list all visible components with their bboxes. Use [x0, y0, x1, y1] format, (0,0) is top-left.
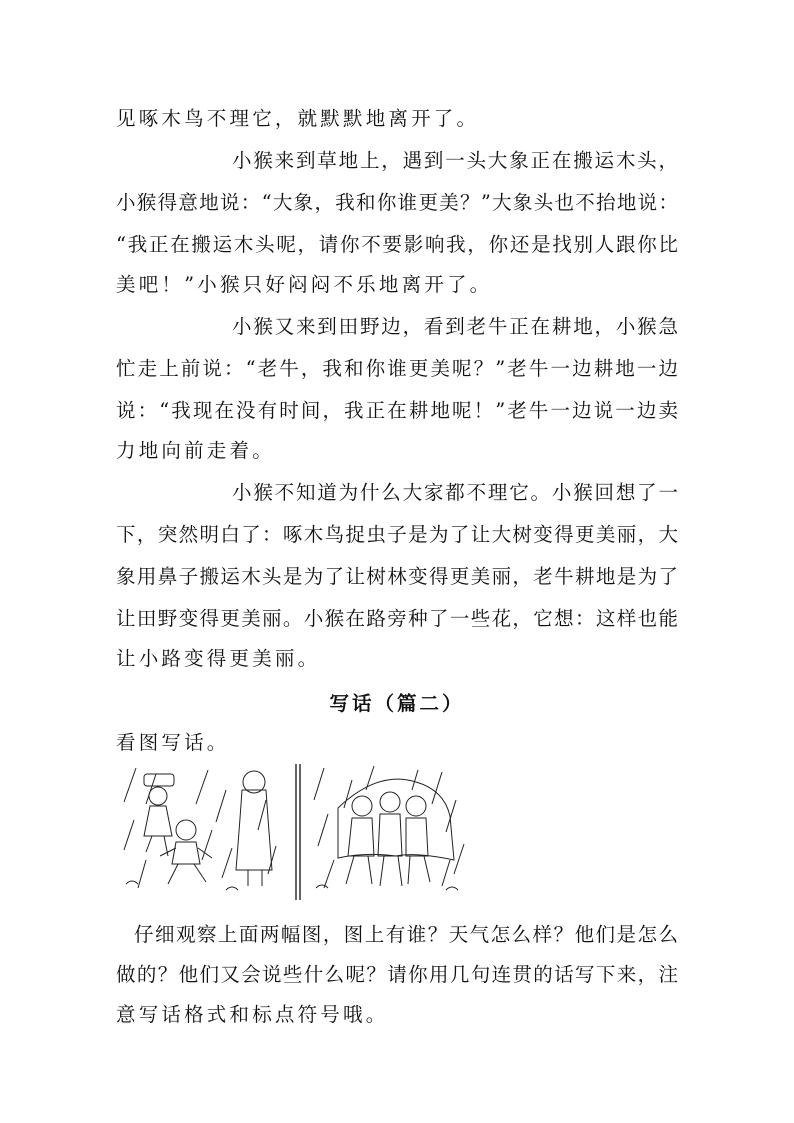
text-line: 象用鼻子搬运木头是为了让树林变得更美丽，老牛耕地是为了 — [116, 565, 678, 588]
text-line: 仔细观察上面两幅图，图上有谁？天气怎么样？他们是怎么 — [134, 923, 678, 946]
text-line: 让田野变得更美丽。小猴在路旁种了一些花，它想：这样也能 — [116, 607, 678, 630]
instruction: 看图写话。 — [116, 731, 230, 754]
text-line: 小猴又来到田野边，看到老牛正在耕地，小猴急 — [232, 315, 678, 338]
text-line: 力地向前走着。 — [116, 439, 275, 462]
text-line: “我正在搬运木头呢，请你不要影响我，你还是找别人跟你比 — [116, 233, 678, 256]
rain-illustration — [116, 760, 476, 905]
text-line: 说：“我现在没有时间，我正在耕地呢！”老牛一边说一边卖 — [116, 399, 678, 422]
text-line: 小猴不知道为什么大家都不理它。小猴回想了一 — [232, 481, 678, 504]
text-line: 做的？他们又会说些什么呢？请你用几句连贯的话写下来，注 — [116, 963, 678, 986]
text-line: 小猴得意地说：“大象，我和你谁更美？”大象头也不抬地说： — [116, 191, 678, 214]
text-line: 意写话格式和标点符号哦。 — [116, 1003, 389, 1026]
text-line: 让小路变得更美丽。 — [116, 647, 321, 670]
text-line: 见啄木鸟不理它，就默默地离开了。 — [116, 107, 480, 130]
text-line: 下，突然明白了：啄木鸟捉虫子是为了让大树变得更美丽，大 — [116, 523, 678, 546]
text-line: 小猴来到草地上，遇到一头大象正在搬运木头， — [232, 149, 678, 172]
text-line: 美吧！”小猴只好闷闷不乐地离开了。 — [116, 273, 493, 296]
text-line: 忙走上前说：“老牛，我和你谁更美呢？”老牛一边耕地一边 — [116, 357, 678, 380]
section-title: 写话（篇二） — [329, 692, 465, 715]
